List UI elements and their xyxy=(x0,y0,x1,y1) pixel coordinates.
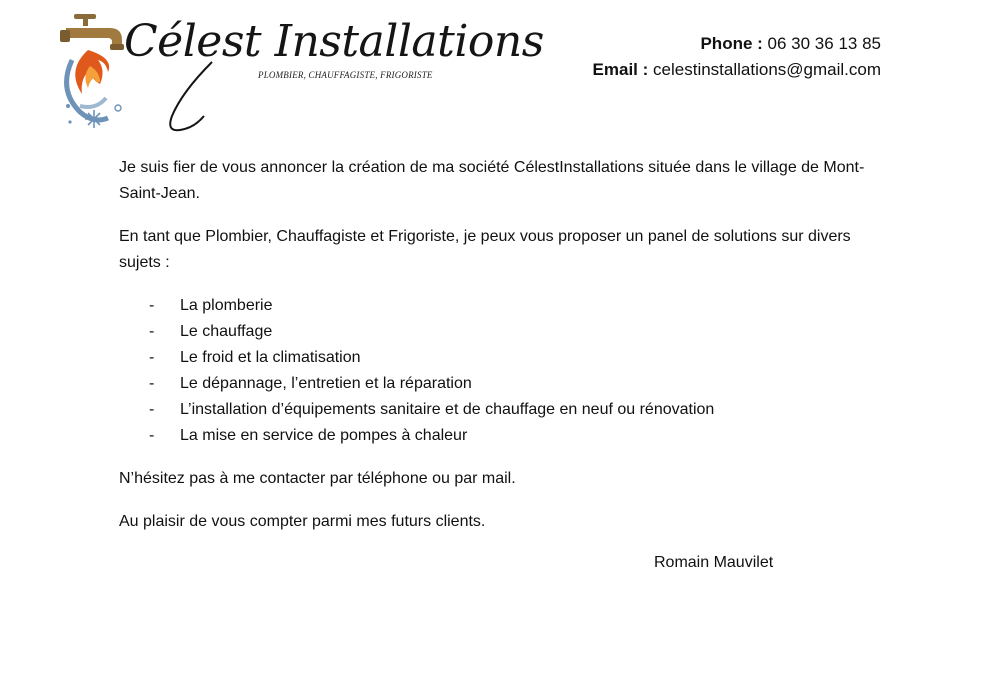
list-item xyxy=(119,319,879,345)
phone-number[interactable]: 06 30 36 13 85 xyxy=(767,34,881,53)
email-address[interactable]: celestinstallations@gmail.com xyxy=(653,60,881,79)
company-logo xyxy=(58,10,544,138)
contact-note-paragraph: N’hésitez pas à me contacter par téléphone ou par mail. xyxy=(119,470,516,487)
list-item xyxy=(119,397,879,423)
list-item xyxy=(119,371,879,397)
letter-body xyxy=(119,155,879,535)
bullet-dash: - xyxy=(149,323,155,340)
bullet-dash: - xyxy=(149,427,155,444)
bullet-dash: - xyxy=(149,375,155,392)
lead-paragraph: En tant que Plombier, Chauffagiste et Frigoriste, je peux vous proposer un panel de solutions sur divers sujets : xyxy=(119,228,851,271)
contact-block xyxy=(593,31,881,83)
list-item xyxy=(119,423,879,449)
email-line xyxy=(593,57,881,83)
closing-paragraph: Au plaisir de vous compter parmi mes futurs clients. xyxy=(119,513,486,530)
bullet-dash: - xyxy=(149,401,155,418)
bullet-dash: - xyxy=(149,297,155,314)
brand-flourish xyxy=(128,58,248,134)
list-item xyxy=(119,345,879,371)
bullet-dash: - xyxy=(149,349,155,366)
service-label: La mise en service de pompes à chaleur xyxy=(180,427,468,444)
brand-name: Célest Installations xyxy=(124,16,544,67)
phone-line xyxy=(593,31,881,57)
service-label: La plomberie xyxy=(180,297,273,314)
brand-tagline: PLOMBIER, CHAUFFAGISTE, FRIGORISTE xyxy=(258,70,433,80)
signature: Romain Mauvilet xyxy=(654,554,774,571)
intro-paragraph: Je suis fier de vous annoncer la création de ma société CélestInstallations située dans le village de Mont-Saint-Jean. xyxy=(119,159,865,202)
phone-label: Phone : xyxy=(700,34,763,53)
email-label: Email : xyxy=(592,60,649,79)
service-label: Le chauffage xyxy=(180,323,273,340)
faucet-flame-icon xyxy=(58,10,130,136)
service-label: Le froid et la climatisation xyxy=(180,349,361,366)
services-list xyxy=(119,293,879,449)
service-label: L’installation d’équipements sanitaire et de chauffage en neuf ou rénovation xyxy=(180,401,715,418)
list-item xyxy=(119,293,879,319)
service-label: Le dépannage, l’entretien et la réparation xyxy=(180,375,472,392)
